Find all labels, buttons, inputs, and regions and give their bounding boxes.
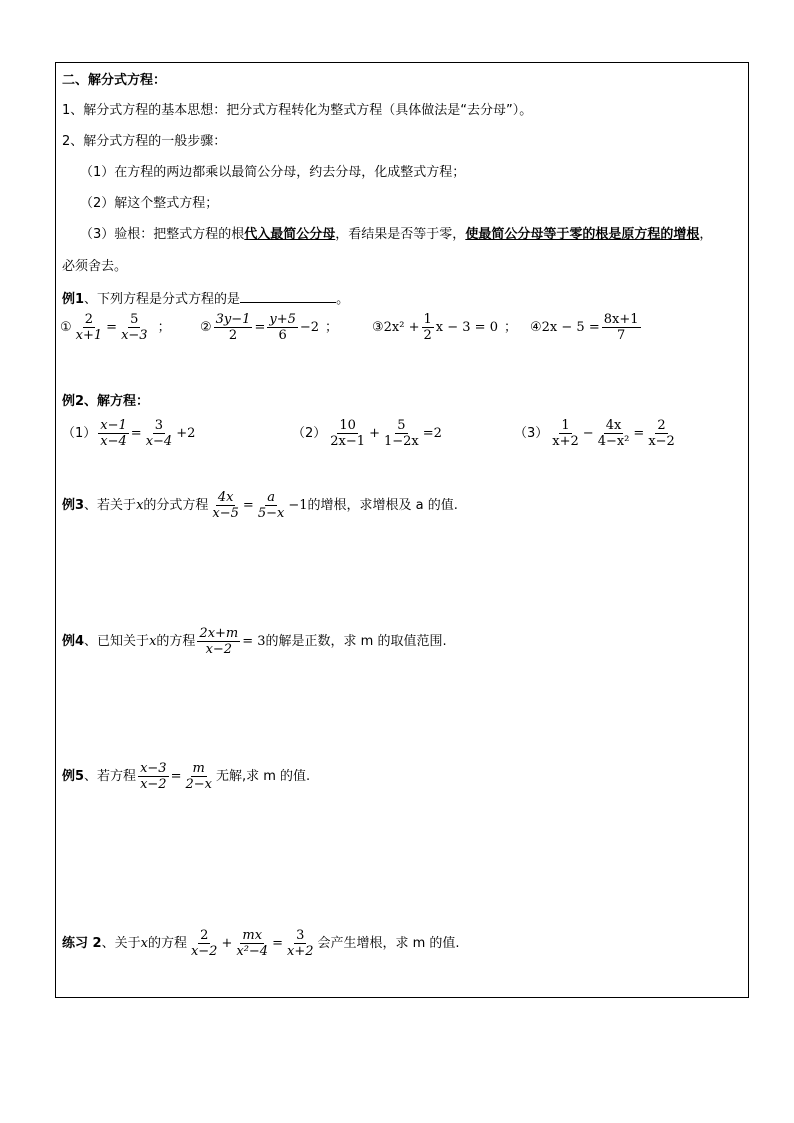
highlight-extraneous-root: 使最简公分母等于零的根是原方程的增根 [465,227,700,242]
example-1-option-1: ① $\frac{2}{x+1}$ = $\frac{5}{x-3}$ ； [60,312,171,343]
example-2-eq-1: （1） $\frac{x-1}{x-4}$ = $\frac{3}{x-4}$ +2 [62,418,196,449]
step-3-continued: 必须舍去。 [62,259,128,274]
example-5-question: 例5 、若方程 $\frac{x-3}{x-2}$ = $\frac{m}{2-x}$ 无解,求 m 的值. [62,761,311,792]
example-2-eq-2: （2） $\frac{10}{2x-1}$ + $\frac{5}{1-2x}$ =2 [292,418,442,449]
step-3: （3）验根：把整式方程的根代入最简公分母，看结果是否等于零，使最简公分母等于零的根是原方程的增根， [80,227,713,242]
practice-2-question: 练习 2 、关于 x 的方程 $\frac{2}{x-2}$ + $\frac{mx}{\text{x²−4}}$ = $\frac{3}{x+2}$ 会产生增根，求 m 的值. [62,928,460,959]
example-3-question: 例3 、若关于 x 的分式方程 $\frac{4x}{x-5}$ = $\frac{a}{5-x}$ −1 的增根，求增根及 a 的值. [62,490,458,521]
highlight-substitute: 代入最简公分母 [244,227,336,242]
step-2: （2）解这个整式方程； [80,196,219,211]
step-1: （1）在方程的两边都乘以最简公分母，约去分母，化成整式方程； [80,165,466,180]
example-2-title: 例2、解方程： [62,394,150,409]
paragraph-basic-idea: 1、解分式方程的基本思想：把分式方程转化为整式方程（具体做法是“去分母”）。 [62,103,533,118]
example-1-option-3: ③ 2x² + $\frac{1}{2}$ x − 3 = 0 ； [372,312,517,343]
answer-blank[interactable] [240,290,336,303]
example-4-question: 例4 、已知关于 x 的方程 $\frac{2x+m}{x-2}$ = 3 的解是正数，求 m 的取值范围. [62,626,447,657]
example-1-option-4: ④ 2x − 5 = $\frac{8x+1}{7}$ [530,312,639,343]
example-2-eq-3: （3） $\frac{1}{x+2}$ − $\frac{4x}{\text{4−x²}}$ = $\frac{2}{x-2}$ [514,418,675,449]
example-1-question: 例1、下列方程是分式方程的是 。 [62,292,350,307]
example-1-option-2: ② $\frac{3y-1}{2}$ = $\frac{y+5}{6}$ −2 ； [200,312,339,343]
section-title: 二、解分式方程： [62,73,167,88]
paragraph-steps: 2、解分式方程的一般步骤： [62,134,227,149]
